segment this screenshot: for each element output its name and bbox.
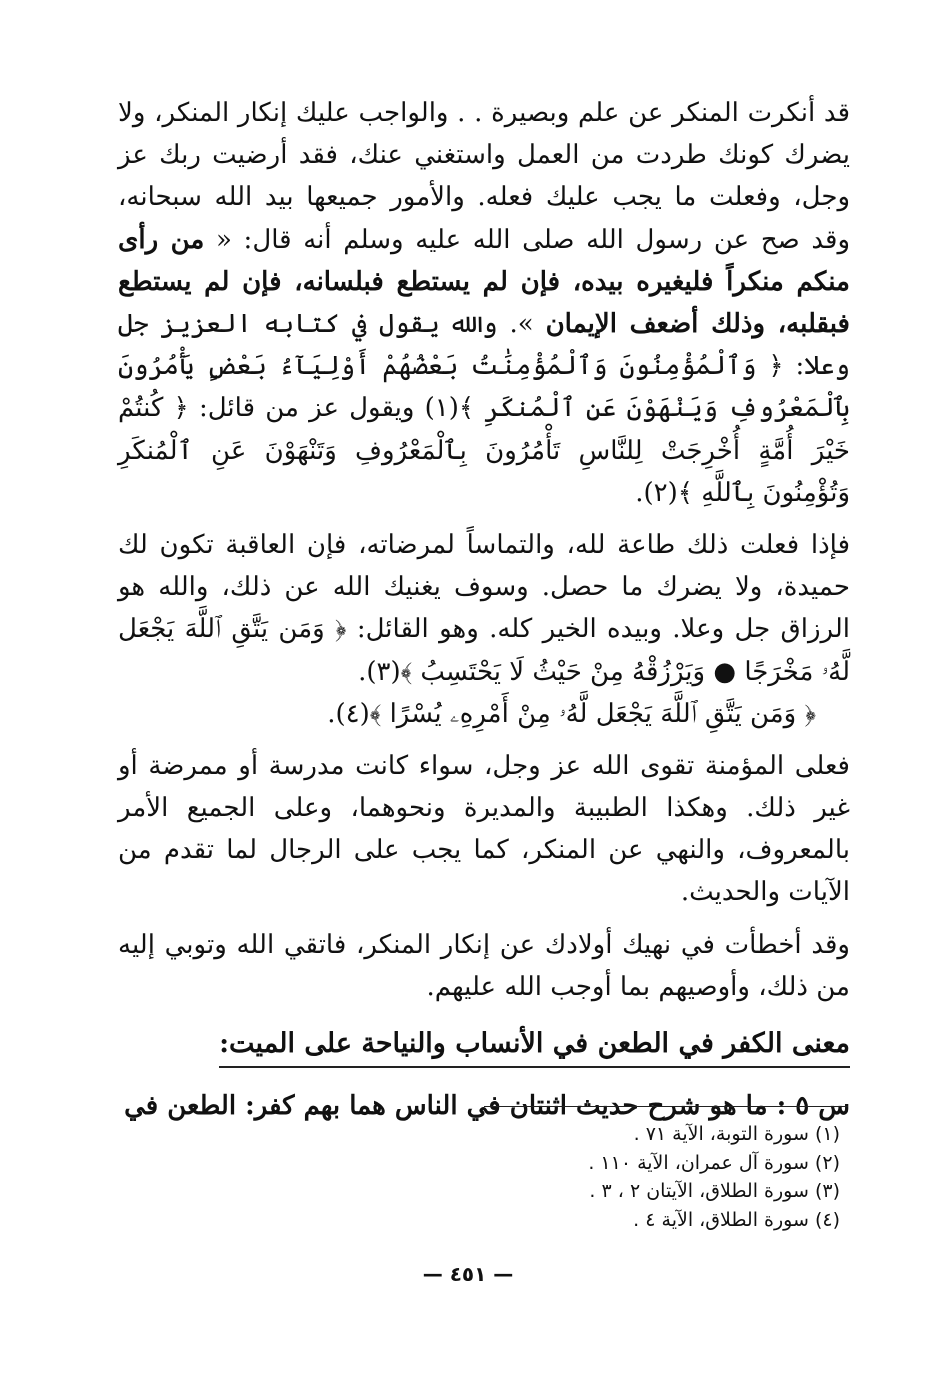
paragraph-1-verses: ». والله يقول في كتابه العزيز جل وعلا: ﴿ وَٱلْمُؤْمِنُونَ وَٱلْمُؤْمِنَٰتُ بَعْضُهُمْ أَوْلِيَآءُ بَعْضٍ يَأْمُرُونَ بِٱلْمَعْرُوفِ وَيَنْهَوْنَ عَنِ ٱلْمُنكَرِ ﴾(١) ويقول عز من قائل: ﴿ كُنتُمْ خَيْرَ أُمَّةٍ أُخْرِجَتْ لِلنَّاسِ تَأْمُرُونَ بِٱلْمَعْرُوفِ وَتَنْهَوْنَ عَنِ ٱلْمُنكَرِ وَتُؤْمِنُونَ بِٱللَّهِ ﴾(٢).	[118, 309, 850, 508]
footnote-separator	[484, 1106, 848, 1107]
hadith-quote: من رأى منكم منكراً فليغيره بيده، فإن لم يستطع فبلسانه، فإن لم يستطع فبقلبه، وذلك أضعف الإيمان	[118, 224, 850, 340]
paragraph-3: فعلى المؤمنة تقوى الله عز وجل، سواء كانت مدرسة أو ممرضة أو غير ذلك. وهكذا الطبيبة والمديرة ونحوهما، وعلى الجميع الأمر بالمعروف، والنهي عن المنكر، كما يجب على الرجال لما تقدم من الآيات والحديث.	[118, 750, 850, 908]
page-number: — ٤٥١ —	[422, 1262, 514, 1286]
paragraph-1	[118, 92, 850, 514]
paragraph-4: وقد أخطأت في نهيك أولادك عن إنكار المنكر، فاتقي الله وتوبي إليه من ذلك، وأوصيهم بما أوجب الله عليهم.	[118, 929, 850, 1002]
footnote-3: (٣) سورة الطلاق، الآيتان ٢ ، ٣ .	[589, 1180, 840, 1202]
paragraph-2-text: فإذا فعلت ذلك طاعة لله، والتماساً لمرضاته، فإن العاقبة تكون لك حميدة، ولا يضرك ما حصل. وسوف يغنيك الله عن ذلك، والله هو الرزاق جل وعلا. وبيده الخير كله. وهو القائل: ﴿ وَمَن يَتَّقِ ٱللَّهَ يَجْعَل لَّهُۥ مَخْرَجًا ● وَيَرْزُقْهُ مِنْ حَيْثُ لَا يَحْتَسِبُ ﴾(٣).	[118, 530, 850, 687]
verse-line: ﴿ وَمَن يَتَّقِ ٱللَّهَ يَجْعَل لَّهُۥ مِنْ أَمْرِهِۦ يُسْرًا ﴾(٤).	[327, 698, 816, 729]
paragraph-2	[118, 524, 850, 693]
section-heading: معنى الكفر في الطعن في الأنساب والنياحة على الميت:	[219, 1022, 850, 1068]
page-body	[118, 92, 850, 1128]
footnote-1: (١) سورة التوبة، الآية ٧١ .	[633, 1123, 840, 1145]
paragraph-1-text: قد أنكرت المنكر عن علم وبصيرة . . والواجب عليك إنكار المنكر، ولا يضرك كونك طردت من العمل واستغني عنك، فقد أرضيت ربك عز وجل، وفعلت ما يجب عليك فعله. والأمور جميعها بيد الله سبحانه، وقد صح عن رسول الله صلى الله عليه وسلم أنه قال: «	[118, 98, 851, 255]
footnote-4: (٤) سورة الطلاق، الآية ٤ .	[633, 1208, 840, 1231]
footnote-2: (٢) سورة آل عمران، الآية ١١٠ .	[588, 1151, 840, 1174]
question-line: س ٥ : ما هو شرح حديث اثنتان في الناس هما بهم كفر: الطعن في	[124, 1091, 850, 1122]
footnotes	[500, 1120, 840, 1234]
